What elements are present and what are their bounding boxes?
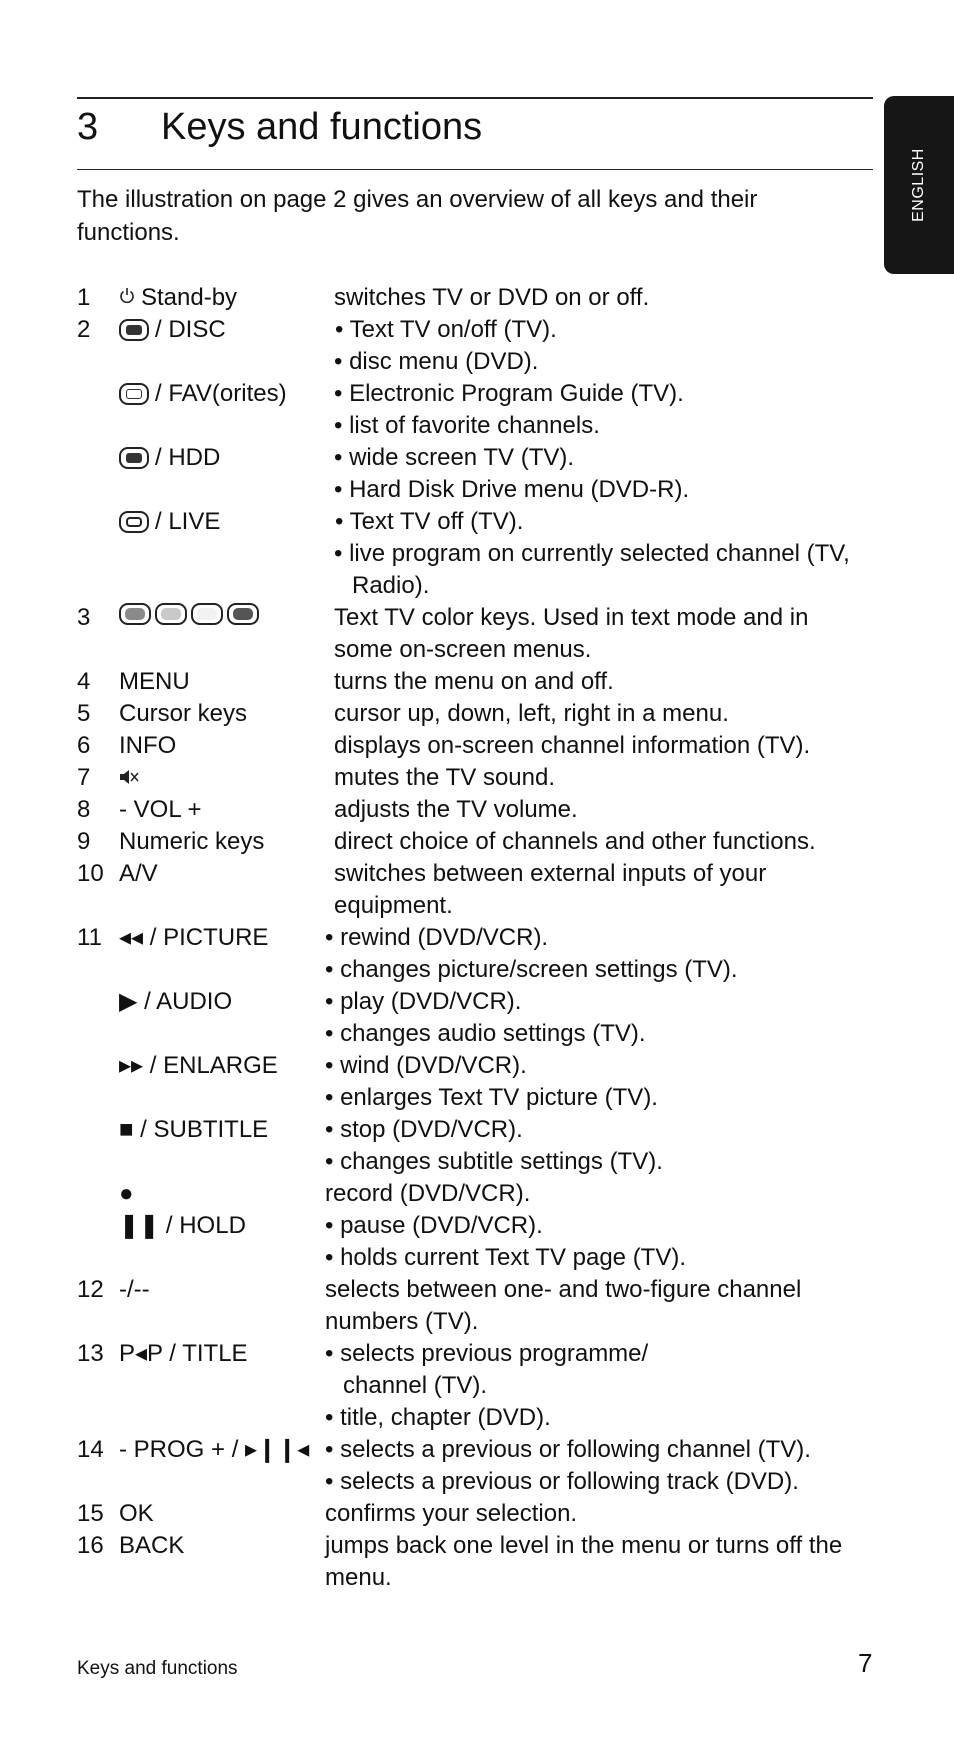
key-row [77,666,877,698]
section-number: 3 [77,106,99,148]
key-label [119,922,268,954]
key-row [77,1306,877,1338]
key-row [77,1530,877,1562]
key-description: • enlarges Text TV picture (TV). [325,1084,658,1111]
key-name: ▸▸ / ENLARGE [119,1052,278,1079]
key-number: 8 [77,796,91,823]
key-description: Radio). [352,572,430,599]
key-description: channel (TV). [343,1372,488,1399]
key-name: OK [119,1500,154,1527]
key-label [119,762,139,794]
key-name: / HDD [155,444,221,471]
key-description: selects between one- and two-figure channel [325,1276,802,1303]
key-row [77,1178,877,1210]
key-description: switches between external inputs of your [334,860,767,887]
key-row [77,538,877,570]
key-row [77,1210,877,1242]
key-row [77,474,877,506]
key-description: numbers (TV). [325,1308,479,1335]
key-description: jumps back one level in the menu or turns off the [325,1532,843,1559]
key-description: cursor up, down, left, right in a menu. [334,700,729,727]
key-description: switches TV or DVD on or off. [334,284,650,311]
key-number: 6 [77,732,91,759]
key-description: • rewind (DVD/VCR). [325,924,549,951]
key-name: / FAV(orites) [155,380,287,407]
top-rule [77,97,873,99]
key-row [77,826,877,858]
key-description: Text TV color keys. Used in text mode and in [334,604,809,631]
key-description: • changes picture/screen settings (TV). [325,956,738,983]
footer-section: Keys and functions [77,1658,238,1679]
key-label [119,378,287,410]
key-description: equipment. [334,892,453,919]
key-description: • play (DVD/VCR). [325,988,522,1015]
page-number: 7 [858,1648,873,1678]
key-name: Cursor keys [119,700,248,727]
key-name: A/V [119,860,158,887]
key-row [77,1114,877,1146]
tv-button-icon [119,511,149,533]
key-label [119,1210,246,1242]
key-description: • Electronic Program Guide (TV). [334,380,684,407]
key-row [77,986,877,1018]
key-description: • holds current Text TV page (TV). [325,1244,687,1271]
key-name: MENU [119,668,190,695]
key-label [119,506,220,538]
key-label [119,1178,134,1210]
key-label [119,1050,278,1082]
blue-key-icon [227,603,259,625]
key-row [77,346,877,378]
key-description: direct choice of channels and other functions. [334,828,816,855]
key-number: 7 [77,764,91,791]
key-row [77,1338,877,1370]
key-name: Numeric keys [119,828,265,855]
key-label [119,698,247,730]
key-description: • wind (DVD/VCR). [325,1052,527,1079]
key-number: 2 [77,316,91,343]
color-keys-icon [119,602,263,634]
key-description: • selects a previous or following channel (TV). [325,1436,811,1463]
key-description: • selects previous programme/ [325,1340,649,1367]
key-row [77,442,877,474]
key-label [119,794,201,826]
key-label [119,314,226,346]
key-row [77,794,877,826]
key-description: • Text TV on/off (TV). [335,316,557,343]
key-row [77,730,877,762]
key-description: some on-screen menus. [334,636,592,663]
key-label [119,282,237,314]
key-label [119,1274,150,1306]
key-row [77,1370,877,1402]
key-row [77,378,877,410]
key-name: P◂P / TITLE [119,1340,248,1367]
section-title: Keys and functions [161,106,483,148]
intro-paragraph: The illustration on page 2 gives an overview of all keys and their functions. [77,186,758,246]
green-key-icon [155,603,187,625]
key-description: • wide screen TV (TV). [334,444,575,471]
key-name: BACK [119,1532,185,1559]
key-row [77,698,877,730]
key-description: • stop (DVD/VCR). [325,1116,523,1143]
key-row [77,1018,877,1050]
key-row [77,1498,877,1530]
key-row [77,634,877,666]
key-number: 14 [77,1436,104,1463]
key-label [119,858,158,890]
key-row [77,890,877,922]
key-row [77,1082,877,1114]
key-description: record (DVD/VCR). [325,1180,531,1207]
key-number: 13 [77,1340,104,1367]
key-number: 3 [77,604,91,631]
key-name: -/-- [119,1276,150,1303]
key-label [119,442,220,474]
key-description: adjusts the TV volume. [334,796,578,823]
key-label [119,1498,154,1530]
key-row [77,1466,877,1498]
red-key-icon [119,603,151,625]
key-row [77,1434,877,1466]
key-row [77,858,877,890]
key-number: 16 [77,1532,104,1559]
key-number: 12 [77,1276,104,1303]
key-name: - PROG + / ▸❙❙◂ [119,1436,310,1463]
key-row [77,602,877,634]
key-description: • Hard Disk Drive menu (DVD-R). [334,476,690,503]
key-name: INFO [119,732,177,759]
guide-button-icon [119,383,149,405]
key-row [77,570,877,602]
key-description: menu. [325,1564,392,1591]
key-description: • changes audio settings (TV). [325,1020,646,1047]
key-name: Stand-by [141,284,238,311]
language-tab [884,96,954,274]
keys-list [77,282,877,1594]
key-name: ▶ / AUDIO [119,988,233,1015]
language-tab-label: ENGLISH [910,148,927,222]
key-name: / DISC [155,316,226,343]
key-name: ● [119,1180,134,1207]
key-label [119,1114,268,1146]
key-row [77,1242,877,1274]
key-name: ◂◂ / PICTURE [119,924,269,951]
key-label [119,826,264,858]
key-number: 5 [77,700,91,727]
key-row [77,1050,877,1082]
key-number: 1 [77,284,91,311]
key-description: • pause (DVD/VCR). [325,1212,543,1239]
key-row [77,1562,877,1594]
key-number: 9 [77,828,91,855]
key-description: • disc menu (DVD). [334,348,539,375]
key-description: displays on-screen channel information (TV). [334,732,811,759]
key-name: - VOL + [119,796,202,823]
key-description: • changes subtitle settings (TV). [325,1148,663,1175]
heading-rule [77,169,873,170]
key-label [119,986,232,1018]
key-number: 11 [77,924,102,951]
key-label [119,666,190,698]
key-row [77,506,877,538]
power-icon [119,282,135,314]
key-name: ■ / SUBTITLE [119,1116,269,1143]
key-number: 15 [77,1500,104,1527]
key-row [77,762,877,794]
key-description: confirms your selection. [325,1500,578,1527]
key-label [119,730,176,762]
teletext-button-icon [119,319,149,341]
key-row [77,410,877,442]
key-description: • list of favorite channels. [334,412,600,439]
key-number: 10 [77,860,104,887]
key-row [77,922,877,954]
key-row [77,1274,877,1306]
key-label [119,1530,184,1562]
key-description: turns the menu on and off. [334,668,614,695]
key-description: • Text TV off (TV). [335,508,524,535]
key-name: / LIVE [155,508,221,535]
key-description: mutes the TV sound. [334,764,556,791]
key-row [77,954,877,986]
key-description: • title, chapter (DVD). [325,1404,551,1431]
yellow-key-icon [191,603,223,625]
key-row [77,1146,877,1178]
key-description: • live program on currently selected channel (TV, [334,540,850,567]
key-row [77,314,877,346]
key-row [77,1402,877,1434]
key-row [77,282,877,314]
key-label [119,1434,309,1466]
key-description: • selects a previous or following track (DVD). [325,1468,799,1495]
key-label [119,1338,248,1370]
widescreen-button-icon [119,447,149,469]
key-name: ❚❚ / HOLD [119,1212,246,1239]
key-label [119,602,263,634]
mute-icon [119,762,139,794]
key-number: 4 [77,668,91,695]
